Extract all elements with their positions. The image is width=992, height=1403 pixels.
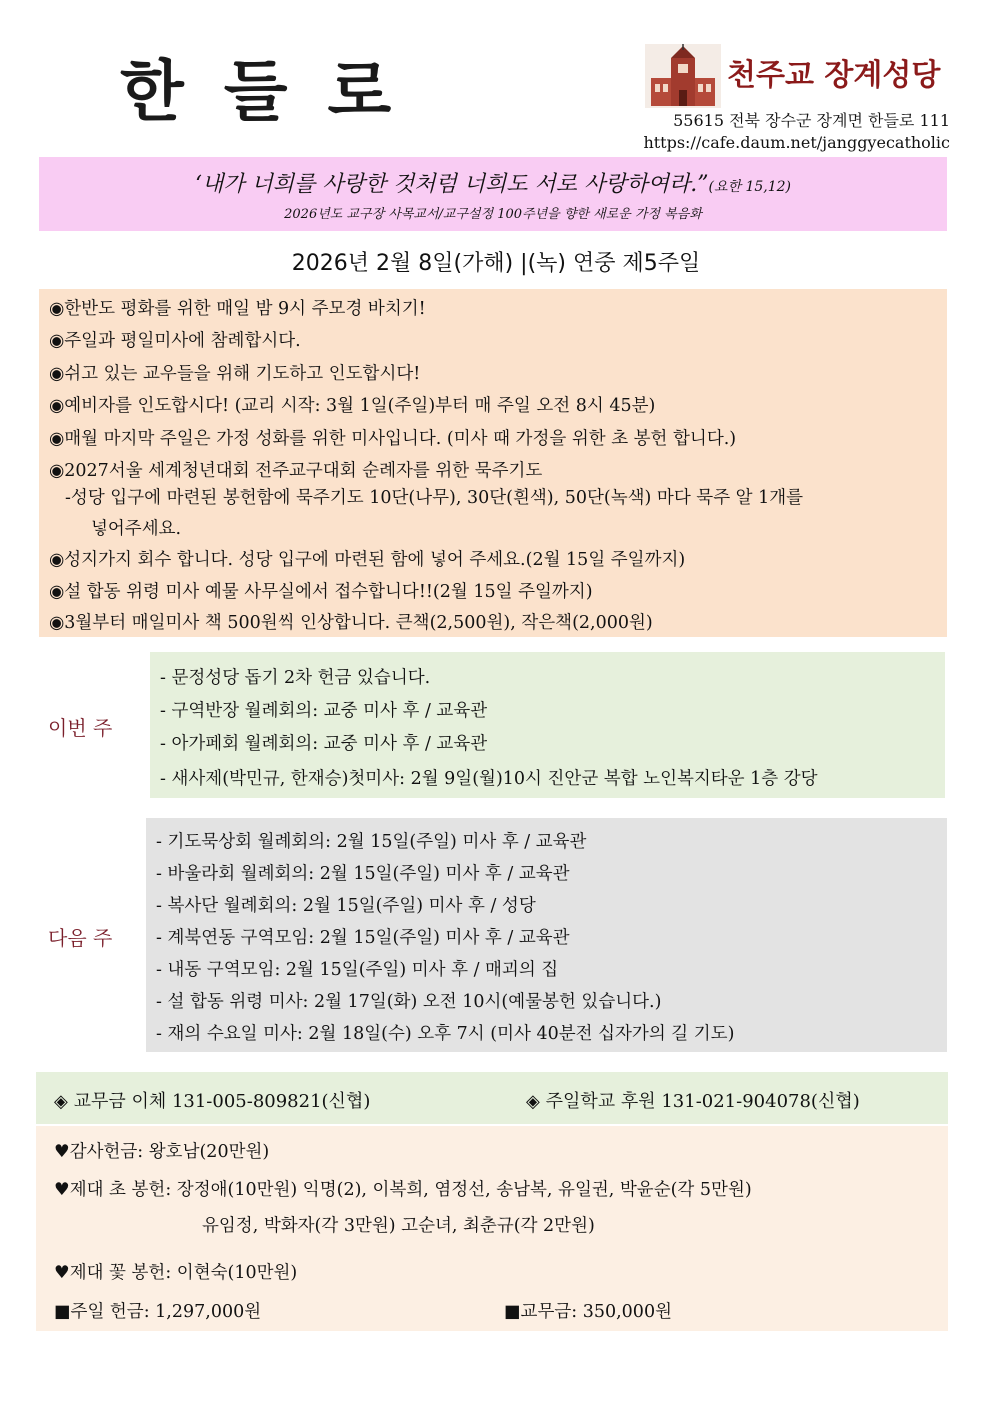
altar-candle-offering-continued: 유임정, 박화자(각 3만원) 고순녀, 최춘규(각 2만원) — [202, 1216, 595, 1236]
bank-account-section — [36, 1072, 948, 1124]
notice-item: -성당 입구에 마련된 봉헌함에 묵주기도 10단(나무), 30단(흰색), 50단(녹색) 마다 묵주 알 1개를 — [65, 488, 804, 508]
schedule-item: - 기도묵상회 월례회의: 2월 15일(주일) 미사 후 / 교육관 — [156, 832, 587, 852]
notice-item: ◉한반도 평화를 위한 매일 밤 9시 주모경 바치기! — [49, 299, 426, 319]
thanks-offering: ♥감사헌금: 왕호남(20만원) — [54, 1142, 270, 1162]
this-week-section — [150, 652, 945, 798]
notice-item: ◉성지가지 회수 합니다. 성당 입구에 마련된 함에 넣어 주세요.(2월 15일 주일까지) — [49, 550, 686, 570]
church-website[interactable]: https://cafe.daum.net/janggyecatholic — [643, 133, 950, 152]
schedule-item: - 설 합동 위령 미사: 2월 17일(화) 오전 10시(예물봉헌 있습니다.) — [156, 992, 662, 1012]
church-contact — [643, 110, 950, 154]
notice-item: ◉2027서울 세계청년대회 전주교구대회 순례자를 위한 묵주기도 — [49, 461, 543, 481]
schedule-item: - 아가페회 월례회의: 교중 미사 후 / 교육관 — [160, 734, 488, 754]
notice-item: 넣어주세요. — [91, 519, 182, 539]
notice-item: ◉주일과 평일미사에 참례합시다. — [49, 331, 301, 351]
schedule-item: - 바울라회 월례회의: 2월 15일(주일) 미사 후 / 교육관 — [156, 864, 570, 884]
notice-section — [39, 289, 947, 637]
dues-account: ◈ 교무금 이체 131-005-809821(신협) — [54, 1091, 371, 1112]
notice-item: ◉3월부터 매일미사 책 500원씩 인상합니다. 큰책(2,500원), 작은책(2,000원) — [49, 613, 653, 633]
church-address: 55615 전북 장수군 장계면 한들로 111 — [673, 111, 950, 130]
schedule-item: - 문정성당 돕기 2차 헌금 있습니다. — [160, 668, 431, 688]
verse-banner — [39, 157, 947, 231]
this-week-label: 이번 주 — [48, 716, 113, 740]
schedule-item: - 구역반장 월례회의: 교중 미사 후 / 교육관 — [160, 701, 488, 721]
newsletter-masthead: 한들로 — [120, 53, 432, 130]
liturgical-date: 2026년 2월 8일(가해) |(녹) 연중 제5주일 — [291, 251, 701, 276]
bible-verse — [39, 167, 947, 198]
next-week-label: 다음 주 — [48, 926, 113, 950]
notice-item: ◉예비자를 인도합시다! (교리 시작: 3월 1일(주일)부터 매 주일 오전 8시 45분) — [49, 396, 656, 416]
notice-item: ◉쉬고 있는 교우들을 위해 기도하고 인도합시다! — [49, 364, 421, 384]
church-logo — [645, 44, 941, 108]
schedule-item: - 복사단 월례회의: 2월 15일(주일) 미사 후 / 성당 — [156, 896, 536, 916]
pastoral-motto: 2026년도 교구장 사목교서/교구설정 100주년을 향한 새로운 가정 복음화 — [284, 207, 702, 222]
altar-flower-offering: ♥제대 꽃 봉헌: 이현숙(10만원) — [54, 1263, 298, 1283]
verse-text: ‘내가 너희를 사랑한 것처럼 너희도 서로 사랑하여라.” — [194, 172, 709, 197]
schedule-item: - 내동 구역모임: 2월 15일(주일) 미사 후 / 매괴의 집 — [156, 960, 559, 980]
verse-reference: (요한 15,12) — [708, 179, 791, 195]
next-week-section — [146, 818, 947, 1052]
church-name: 천주교 장계성당 — [727, 58, 941, 93]
church-building-icon — [645, 44, 721, 108]
notice-item: ◉설 합동 위령 미사 예물 사무실에서 접수합니다!!(2월 15일 주일까지) — [49, 582, 593, 602]
schedule-item: - 재의 수요일 미사: 2월 18일(수) 오후 7시 (미사 40분전 십자가의 길 기도) — [156, 1024, 735, 1044]
sunday-collection-total: ■주일 헌금: 1,297,000원 — [54, 1302, 262, 1322]
schedule-item: - 계북연동 구역모임: 2월 15일(주일) 미사 후 / 교육관 — [156, 928, 570, 948]
offerings-section — [36, 1126, 948, 1331]
schedule-item: - 새사제(박민규, 한재승)첫미사: 2월 9일(월)10시 진안군 복합 노인복지타운 1층 강당 — [160, 769, 818, 789]
sunday-school-account: ◈ 주일학교 후원 131-021-904078(신협) — [526, 1091, 860, 1112]
altar-candle-offering: ♥제대 초 봉헌: 장정애(10만원) 익명(2), 이복희, 염정선, 송남복, 유일권, 박윤순(각 5만원) — [54, 1180, 752, 1200]
notice-item: ◉매월 마지막 주일은 가정 성화를 위한 미사입니다. (미사 때 가정을 위한 초 봉헌 합니다.) — [49, 429, 737, 449]
church-dues-total: ■교무금: 350,000원 — [504, 1302, 672, 1322]
